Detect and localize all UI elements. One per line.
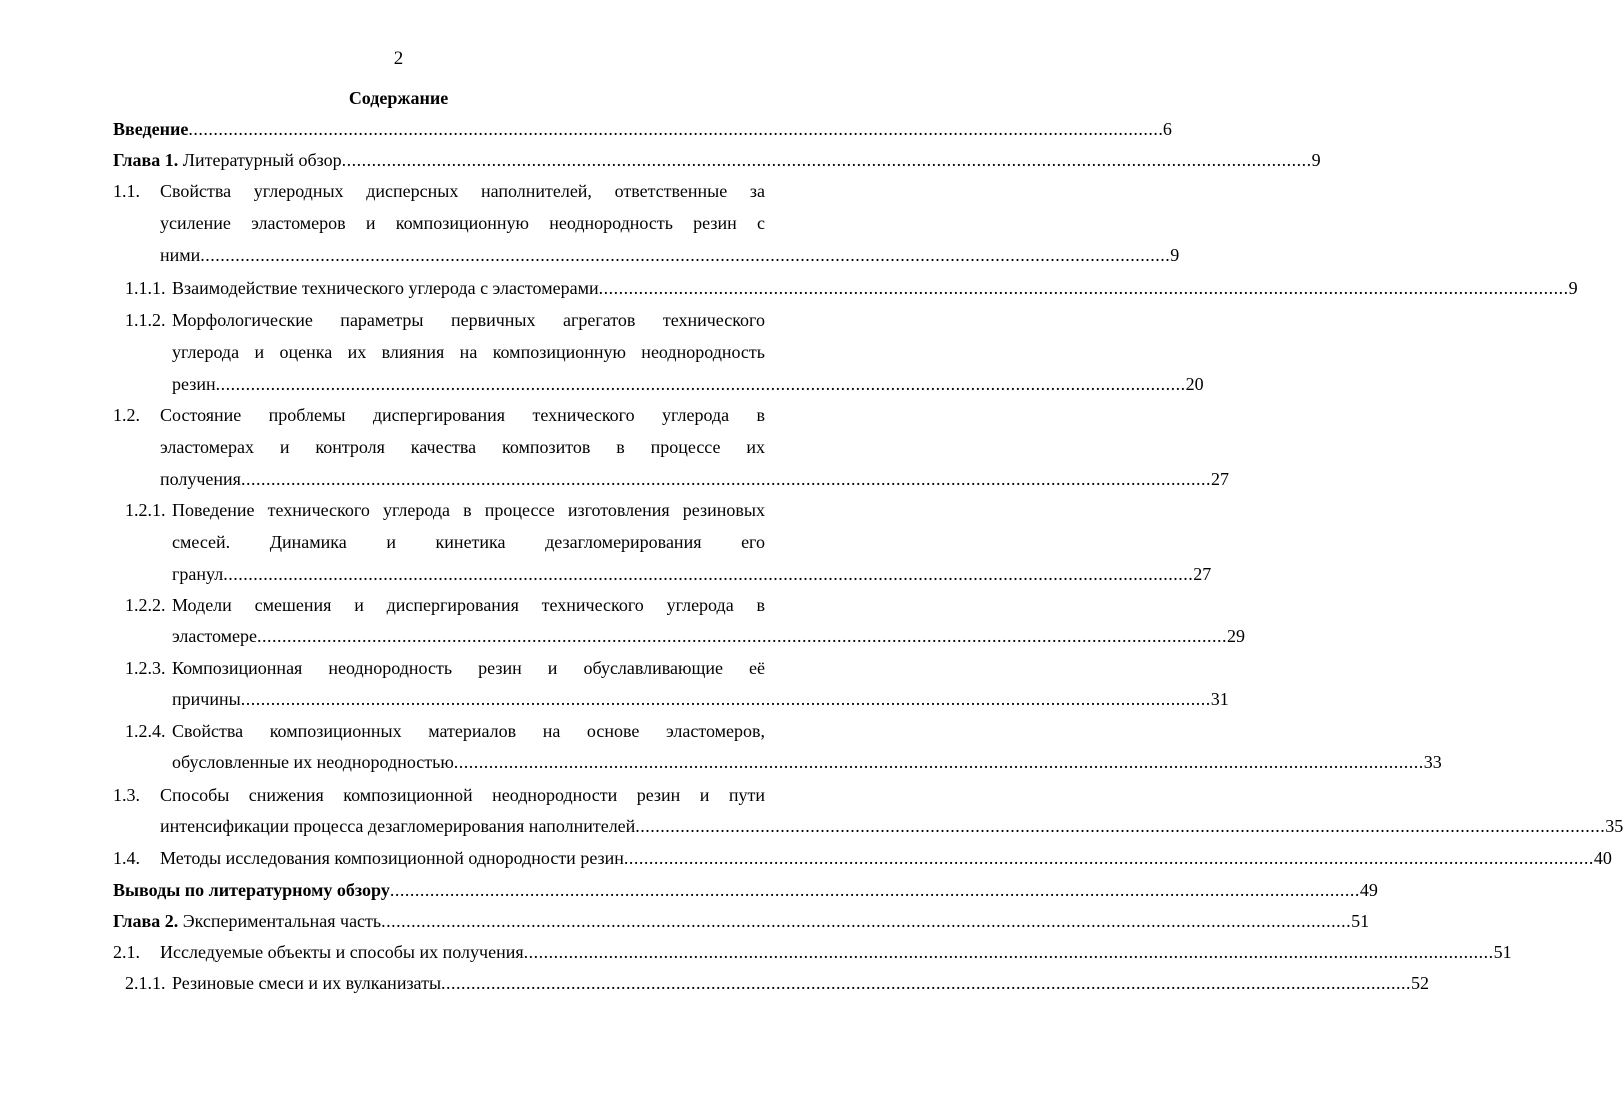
toc-entry-line: Модели смешения и диспергирования технического углерода в [172,595,765,615]
toc-leader-dots: .................................................................................................................................................................................................. [223,564,1194,584]
toc-leader-dots: .................................................................................................................................................................................................. [200,245,1171,265]
toc-entry-title: Методы исследования композиционной однородности резин [160,848,624,868]
toc-entry-title: ними [160,245,201,265]
toc-entry-title: Литературный обзор [178,150,342,170]
toc-leader-dots: .................................................................................................................................................................................................. [215,374,1186,394]
toc-entry-line [172,968,1430,998]
toc-entry-title: эластомере [172,626,258,646]
toc-entry-page: 51 [1493,942,1512,962]
toc-entry-line [160,937,1512,967]
toc-entry-line [172,369,1204,399]
toc-section-number: 1.2. [113,405,140,425]
toc-entry-page: 31 [1210,689,1229,709]
toc-entry-title: Резиновые смеси и их вулканизаты [172,973,442,993]
toc-leader-dots: .................................................................................................................................................................................................. [257,626,1228,646]
toc-section-number: 1.2.3. [125,658,166,678]
toc-leader-dots: .................................................................................................................................................................................................. [240,469,1211,489]
toc-section-number: 1.3. [113,785,140,805]
toc-leader-dots: .................................................................................................................................................................................................. [635,816,1606,836]
toc-entry-title: Взаимодействие технического углерода с эластомерами [172,278,599,298]
toc-entry-line [160,811,1623,841]
toc-entry-chapter-2 [113,906,1370,936]
toc-entry-page: 29 [1227,626,1246,646]
toc-entry-vyvody [113,875,1378,905]
toc-entry-line: Поведение технического углерода в процессе изготовления резиновых [172,500,765,520]
toc-section-number: 1.1.1. [125,278,166,298]
toc-entry-line [172,559,1212,589]
toc-entry-line: Морфологические параметры первичных агрегатов технического [172,310,765,330]
toc-entry-line: Свойства углеродных дисперсных наполнителей, ответственные за [160,181,765,201]
toc-entry-page: 40 [1593,848,1612,868]
toc-entry-page: 9 [1568,278,1578,298]
toc-entry-line [172,621,1246,651]
toc-entry-page: 33 [1423,752,1442,772]
toc-leader-dots: .................................................................................................................................................................................................. [598,278,1569,298]
toc-entry-title: интенсификации процесса дезагломерирования наполнителей [160,816,636,836]
toc-entry-line: смесей. Динамика и кинетика дезагломерирования его [172,532,765,552]
toc-section-number: 1.1. [113,181,140,201]
toc-entry-line: Композиционная неоднородность резин и обуславливающие её [172,658,765,678]
toc-entry-title: обусловленные их неоднородностью [172,752,454,772]
toc-entry-title: резин [172,374,216,394]
toc-chapter-label: Глава 2. [113,911,179,931]
toc-entry-line: усиление эластомеров и композиционную неоднородность резин с [160,213,765,233]
toc-entry-line: Способы снижения композиционной неоднородности резин и пути [160,785,765,805]
toc-entry-line: углерода и оценка их влияния на композиционную неоднородность [172,342,765,362]
toc-entry-title: Экспериментальная часть [178,911,382,931]
toc-entry-title: получения [160,469,241,489]
toc-leader-dots: .................................................................................................................................................................................................. [523,942,1494,962]
toc-entry-page: 49 [1359,880,1378,900]
toc-section-number: 1.2.4. [125,721,166,741]
toc-entry-page: 27 [1210,469,1229,489]
toc-leader-dots: .................................................................................................................................................................................................. [389,880,1360,900]
toc-entry-page: 52 [1411,973,1430,993]
toc-entry-vvedenie [113,114,1172,144]
toc-entry-page: 35 [1605,816,1623,836]
toc-entry-title: Выводы по литературному обзору [113,880,390,900]
toc-entry-title: гранул [172,564,224,584]
toc-entry-title: Введение [113,119,189,139]
toc-entry-title: Исследуемые объекты и способы их получения [160,942,524,962]
toc-entry-page: 9 [1170,245,1180,265]
toc-entry-page: 9 [1311,150,1321,170]
toc-section-number: 1.2.1. [125,500,166,520]
toc-entry-chapter-1 [113,145,1321,175]
toc-entry-line [172,684,1229,714]
toc-leader-dots: .................................................................................................................................................................................................. [381,911,1352,931]
toc-entry-page: 51 [1351,911,1370,931]
toc-leader-dots: .................................................................................................................................................................................................. [453,752,1424,772]
toc-section-number: 2.1. [113,942,140,962]
toc-entry-line [160,240,1180,270]
toc-chapter-label: Глава 1. [113,150,179,170]
toc-entry-page: 20 [1185,374,1204,394]
toc-leader-dots: .................................................................................................................................................................................................. [441,973,1412,993]
toc-entry-title: причины [172,689,241,709]
toc-entry-line: Свойства композиционных материалов на основе эластомеров, [172,721,765,741]
page-title: Содержание [348,88,449,108]
toc-leader-dots: .................................................................................................................................................................................................. [240,689,1211,709]
toc-entry-page: 27 [1193,564,1212,584]
toc-entry-line [160,843,1612,873]
toc-entry-line: Состояние проблемы диспергирования технического углерода в [160,405,765,425]
toc-leader-dots: .................................................................................................................................................................................................. [623,848,1594,868]
toc-section-number: 1.2.2. [125,595,166,615]
toc-section-number: 1.4. [113,848,140,868]
toc-entry-line [172,747,1442,777]
toc-leader-dots: .................................................................................................................................................................................................. [188,119,1159,139]
toc-entry-line [172,273,1578,303]
toc-entry-line [160,464,1229,494]
page-number: 2 [393,48,404,69]
toc-section-number: 1.1.2. [125,310,166,330]
toc-entry-line: эластомерах и контроля качества композитов в процессе их [160,437,765,457]
toc-entry-page: .6 [1158,119,1172,139]
toc-leader-dots: .................................................................................................................................................................................................. [341,150,1312,170]
toc-section-number: 2.1.1. [125,973,166,993]
